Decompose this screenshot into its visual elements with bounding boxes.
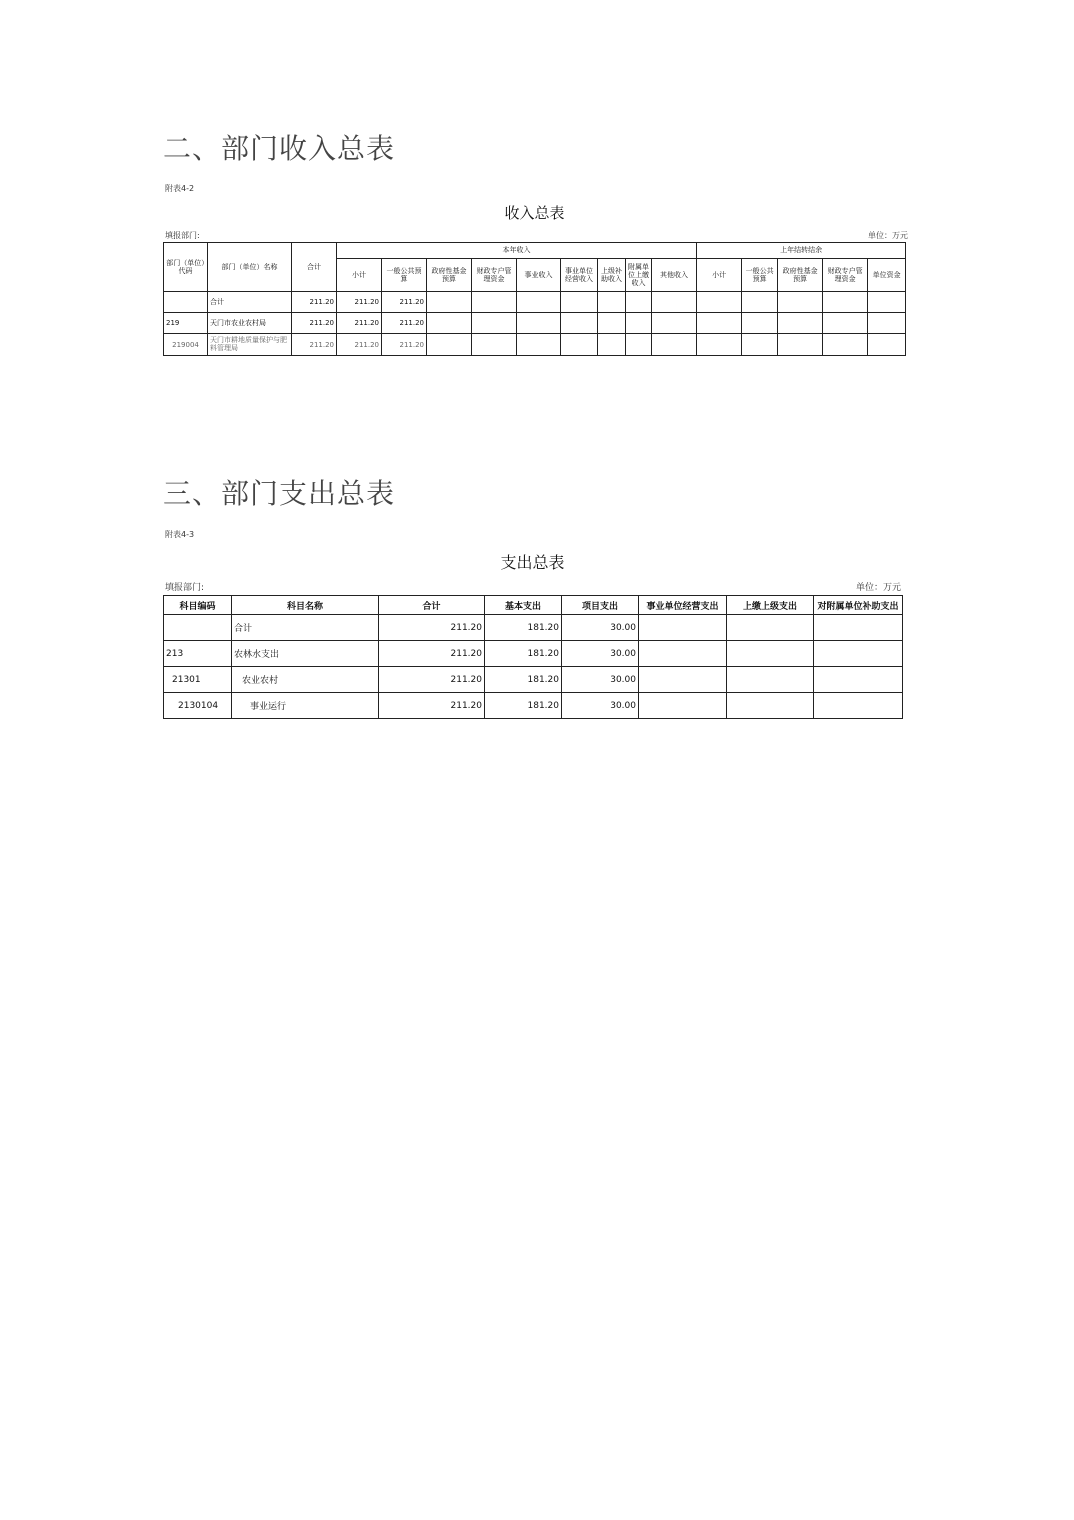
col-subject-name: 科目名称 xyxy=(232,596,379,615)
row-name: 天门市农业农村局 xyxy=(208,313,292,334)
row-total: 211.20 xyxy=(292,292,337,313)
income-reporting-dept-label: 填报部门: xyxy=(165,231,200,240)
row-project: 30.00 xyxy=(562,667,639,693)
row-code: 213 xyxy=(164,641,232,667)
col-group-carryover: 上年结转结余 xyxy=(697,243,906,259)
row-name: 农林水支出 xyxy=(232,641,379,667)
row-name: 事业运行 xyxy=(232,693,379,719)
income-section-heading: 二、部门收入总表 xyxy=(163,132,396,165)
expense-table-title: 支出总表 xyxy=(500,553,565,572)
table-row xyxy=(164,313,906,334)
col-general-public-budget: 一般公共预算 xyxy=(382,259,427,292)
col-business-operating-expense: 事业单位经营支出 xyxy=(639,596,727,615)
row-code: 219 xyxy=(164,313,208,334)
col-fiscal-special-fund: 财政专户管理资金 xyxy=(472,259,517,292)
row-general: 211.20 xyxy=(382,334,427,356)
expense-reporting-dept-label: 填报部门: xyxy=(165,583,205,593)
row-name: 合计 xyxy=(208,292,292,313)
row-code: 219004 xyxy=(164,334,208,356)
col-total: 合计 xyxy=(292,243,337,292)
row-code: 21301 xyxy=(164,667,232,693)
income-appendix-label: 附表4-2 xyxy=(165,184,195,193)
col-affiliated-unit-income: 附属单位上缴收入 xyxy=(626,259,652,292)
expense-summary-table xyxy=(163,595,903,719)
table-row xyxy=(164,693,903,719)
row-total: 211.20 xyxy=(379,693,485,719)
row-code xyxy=(164,615,232,641)
expense-appendix-label: 附表4-3 xyxy=(165,530,195,539)
row-basic: 181.20 xyxy=(485,693,562,719)
col-total: 合计 xyxy=(379,596,485,615)
col-affiliated-subsidy-expense: 对附属单位补助支出 xyxy=(814,596,903,615)
col-basic-expense: 基本支出 xyxy=(485,596,562,615)
row-name: 农业农村 xyxy=(232,667,379,693)
col-dept-name: 部门（单位）名称 xyxy=(208,243,292,292)
row-total: 211.20 xyxy=(379,667,485,693)
col-subject-code: 科目编码 xyxy=(164,596,232,615)
row-general: 211.20 xyxy=(382,313,427,334)
row-basic: 181.20 xyxy=(485,641,562,667)
col-gov-fund-budget: 政府性基金预算 xyxy=(427,259,472,292)
row-total: 211.20 xyxy=(379,641,485,667)
income-summary-table xyxy=(163,242,906,356)
row-code: 2130104 xyxy=(164,693,232,719)
row-subtotal: 211.20 xyxy=(337,292,382,313)
col-group-current-year: 本年收入 xyxy=(337,243,697,259)
row-basic: 181.20 xyxy=(485,667,562,693)
table-row xyxy=(164,292,906,313)
row-name: 合计 xyxy=(232,615,379,641)
table-row xyxy=(164,667,903,693)
col-business-income: 事业收入 xyxy=(517,259,561,292)
row-total: 211.20 xyxy=(292,334,337,356)
row-general: 211.20 xyxy=(382,292,427,313)
row-project: 30.00 xyxy=(562,615,639,641)
row-project: 30.00 xyxy=(562,693,639,719)
row-basic: 181.20 xyxy=(485,615,562,641)
col-other-income: 其他收入 xyxy=(652,259,697,292)
table-row xyxy=(164,615,903,641)
row-name: 天门市耕地质量保护与肥料管理局 xyxy=(208,334,292,356)
col-dept-code: 部门（单位）代码 xyxy=(164,243,208,292)
col-business-operating-income: 事业单位经营收入 xyxy=(561,259,598,292)
col-carry-subtotal: 小计 xyxy=(697,259,742,292)
expense-unit-label: 单位：万元 xyxy=(856,583,902,593)
col-subtotal: 小计 xyxy=(337,259,382,292)
col-carry-fiscal-special-fund: 财政专户管理资金 xyxy=(823,259,868,292)
col-carry-gov-fund-budget: 政府性基金预算 xyxy=(778,259,823,292)
col-carry-general-public-budget: 一般公共预算 xyxy=(742,259,778,292)
row-total: 211.20 xyxy=(292,313,337,334)
row-code xyxy=(164,292,208,313)
income-table-title: 收入总表 xyxy=(504,204,565,222)
row-project: 30.00 xyxy=(562,641,639,667)
row-subtotal: 211.20 xyxy=(337,334,382,356)
table-row xyxy=(164,334,906,356)
expense-section-heading: 三、部门支出总表 xyxy=(163,477,396,510)
table-row xyxy=(164,641,903,667)
income-unit-label: 单位：万元 xyxy=(868,231,908,240)
col-superior-subsidy-income: 上级补助收入 xyxy=(598,259,626,292)
col-superior-turnover-expense: 上缴上级支出 xyxy=(727,596,814,615)
row-subtotal: 211.20 xyxy=(337,313,382,334)
col-unit-funds: 单位资金 xyxy=(868,259,906,292)
row-total: 211.20 xyxy=(379,615,485,641)
col-project-expense: 项目支出 xyxy=(562,596,639,615)
